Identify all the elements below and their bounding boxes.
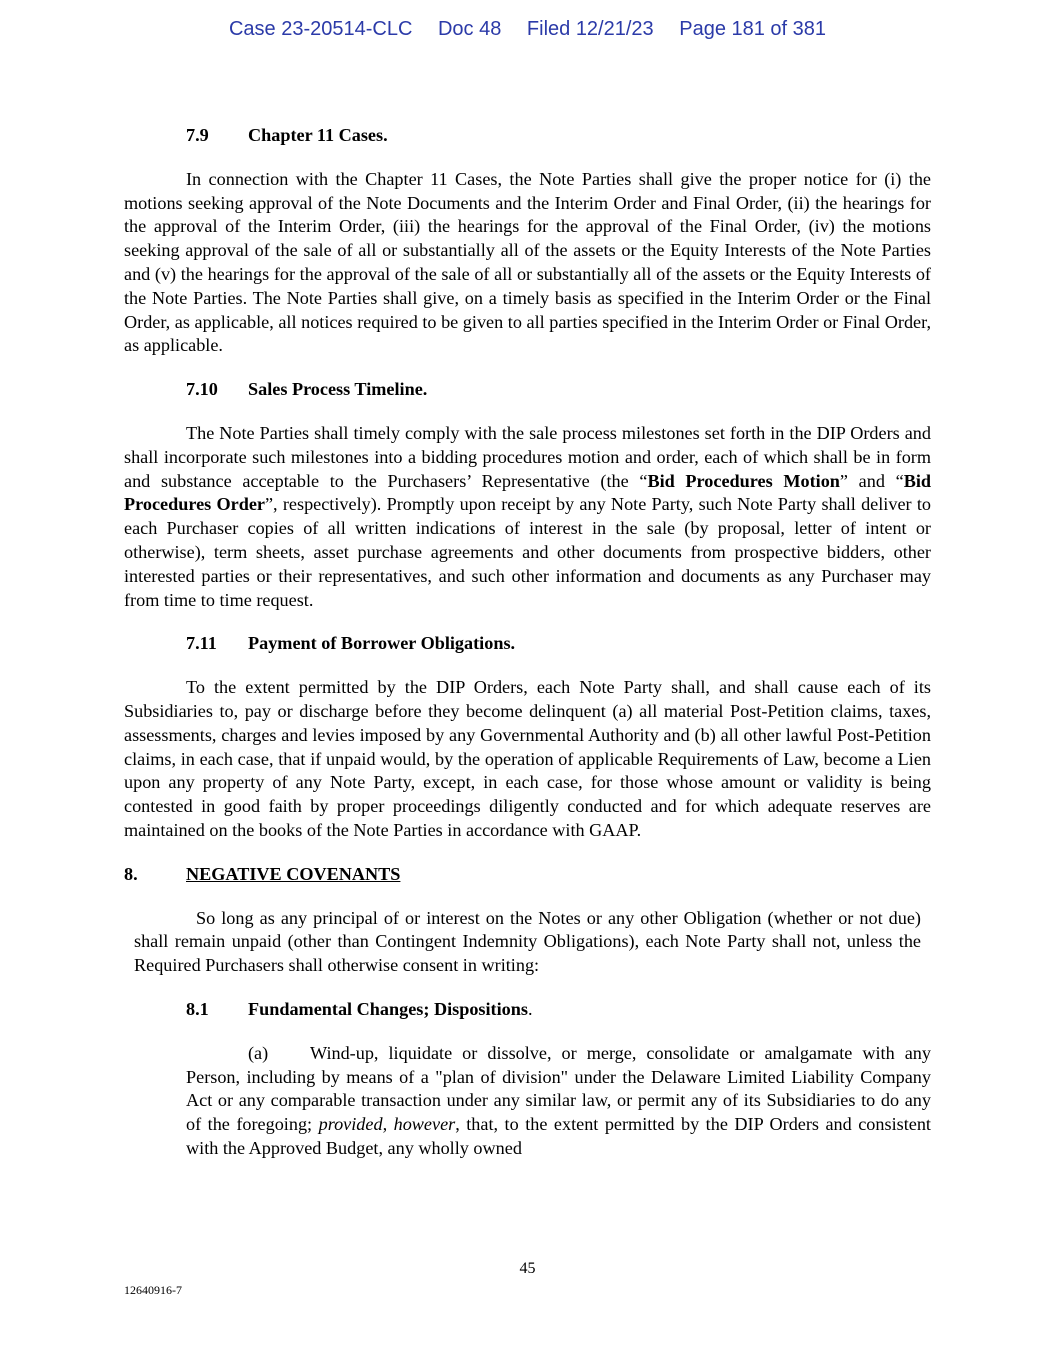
document-body	[124, 124, 931, 1161]
page-number: 45	[519, 1260, 536, 1277]
section-title: Chapter 11 Cases.	[248, 125, 388, 145]
clause-tag: (a)	[248, 1042, 269, 1063]
document-id: 12640916-7	[124, 1283, 182, 1297]
section-8-1-heading	[124, 998, 931, 1022]
section-number: 7.9	[186, 125, 209, 145]
section-7-9-body: In connection with the Chapter 11 Cases, the Note Parties shall give the proper notice for (i) the motions seeking approval of the Note Documents and the Interim Order and Final Order, (ii) the hearings for the approval of the Interim Order, (iii) the hearings for the approval of the Final Order, (iv) the motions seeking approval of the sale of all or substantially all of the assets or the Equity Interests of the Note Parties and (v) the hearings for the approval of the sale of all or substantially all of the assets or the Equity Interests of the Note Parties. The Note Parties shall give, on a timely basis as specified in the Interim Order or the Final Order, as applicable, all notices required to be given to all parties specified in the Interim Order or Final Order, as applicable.	[124, 168, 931, 356]
case-header	[0, 18, 1055, 41]
section-7-11-heading	[124, 632, 931, 656]
section-title: Sales Process Timeline.	[248, 379, 428, 400]
body-text: Wind-up, liquidate or dissolve, or merge, consolidate or amalgamate with any Person, including by means of a "plan of division" under the Delaware Limited Liability Company Act or any comparable transaction under any similar law, or permit any of its Subsidiaries to do any of the foregoing;	[186, 1042, 931, 1135]
italic-term: provided, however	[318, 1114, 456, 1135]
body-text: ”, respectively). Promptly upon receipt by any Note Party, such Note Party shall deliver to each Purchaser copies of all written indications of interest in the sale (by proposal, letter of intent or otherwise), term sheets, asset purchase agreements and other documents from prospective bidders, other interested parties or their representatives, and such other information and documents as any Purchaser may from time to time request.	[124, 494, 931, 610]
section-title: Payment of Borrower Obligations.	[248, 633, 516, 654]
article-title: NEGATIVE COVENANTS	[186, 863, 401, 884]
section-7-10-heading	[124, 378, 931, 402]
article-number: 8.	[124, 863, 138, 884]
section-number: 8.1	[186, 998, 209, 1019]
section-number: 7.10	[186, 379, 218, 400]
doc-number: Doc 48	[437, 18, 502, 40]
section-7-10-body	[124, 422, 931, 612]
section-8-1-a	[186, 1042, 931, 1161]
section-number: 7.11	[186, 633, 217, 654]
body-text: The Note Parties shall timely comply with the sale process milestones set forth in the DIP Orders and shall incorporate such milestones into a bidding procedures motion and order, each of which shall be in form and substance acceptable to the Purchasers’ Representative (the “	[124, 422, 931, 491]
filed-date: Filed 12/21/23	[526, 18, 654, 40]
defined-term: Bid Procedures Motion	[647, 470, 840, 491]
section-7-11-body: To the extent permitted by the DIP Orders, each Note Party shall, and shall cause each of its Subsidiaries to, pay or discharge before they become delinquent (a) all material Post-Petition claims, taxes, assessments, charges and levies imposed by any Governmental Authority and (b) all other lawful Post-Petition claims, in each case, that if unpaid would, by the operation of applicable Requirements of Law, become a Lien upon any property of any Note Party, except, in each case, for those whose amount or validity is being contested in good faith by proper proceedings diligently conducted and for which adequate reserves are maintained on the books of the Note Parties in accordance with GAAP.	[124, 677, 931, 840]
section-title: Fundamental Changes; Dispositions	[248, 998, 528, 1019]
page-of: Page 181 of 381	[679, 18, 827, 40]
article-8-intro: So long as any principal of or interest on the Notes or any other Obligation (whether or not due) shall remain unpaid (other than Contingent Indemnity Obligations), each Note Party shall not, unless the Required Purchasers shall otherwise consent in writing:	[134, 907, 921, 976]
body-text: ” and “	[839, 470, 904, 491]
title-period: .	[527, 998, 533, 1019]
section-7-9-heading	[124, 124, 931, 148]
defined-term: Bid Procedures Order	[124, 470, 932, 515]
body-text: , that, to the extent permitted by the DIP Orders and consistent with the Approved Budget, any wholly owned	[186, 1114, 931, 1158]
case-number: Case 23-20514-CLC	[228, 18, 413, 40]
article-8-heading	[124, 863, 931, 887]
